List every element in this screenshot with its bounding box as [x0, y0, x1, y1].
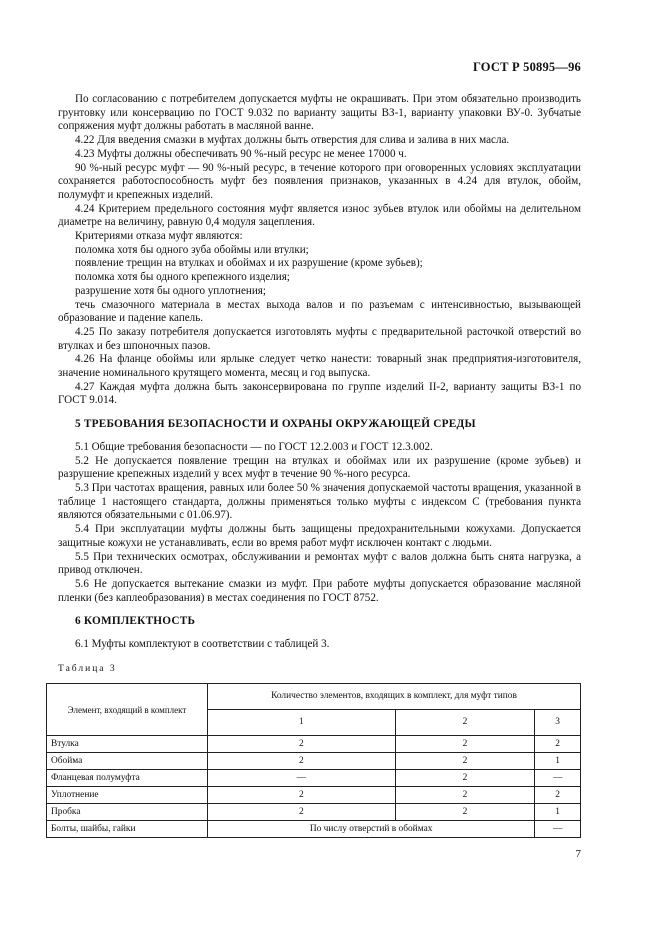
- paragraph-4-27: 4.27 Каждая муфта должна быть законсервирована по группе изделий II-2, варианту защиты ВЗ-1 по ГОСТ 9.014.: [58, 380, 581, 407]
- row-name: Фланцевая полумуфта: [47, 770, 208, 787]
- table-row: [47, 821, 581, 838]
- paragraph-4-23: 4.23 Муфты должны обеспечивать 90 %-ный ресурс не менее 17000 ч.: [75, 147, 407, 160]
- row-name: Болты, шайбы, гайки: [47, 821, 208, 838]
- table-cell: 2: [208, 804, 396, 821]
- table-caption: Таблица 3: [58, 663, 117, 674]
- list-item: появление трещин на втулках и обоймах и их разрушение (кроме зубьев);: [75, 257, 423, 270]
- row-name: Обойма: [47, 753, 208, 770]
- paragraph-4-26: 4.26 На фланце обоймы или ярлыке следует четко нанести: товарный знак предприятия-изготовителя, значение номинального крутящего момента, месяц и год выпуска.: [58, 353, 581, 380]
- header-type-2: 2: [395, 710, 535, 736]
- table-cell: —: [208, 770, 396, 787]
- table-cell: 2: [395, 770, 535, 787]
- section-6-title: 6 КОМПЛЕКТНОСТЬ: [75, 615, 196, 628]
- table-cell: 2: [395, 787, 535, 804]
- paragraph-5-4: 5.4 При эксплуатации муфты должны быть защищены предохранительными кожухами. Допускается защитные кожухи не устанавливать, если во время работ муфт исключен контакт с людьми.: [58, 523, 581, 549]
- table-cell: 2: [395, 804, 535, 821]
- table-cell: 2: [535, 787, 581, 804]
- table-row: [47, 753, 581, 770]
- section-5-body: [58, 441, 581, 605]
- paragraph-4-24: 4.24 Критерием предельного состояния муфт является износ зубьев втулок или обоймы на делительном диаметре на величину, равную 0,4 модуля зацепления.: [58, 202, 581, 229]
- section-6-body: [58, 638, 581, 652]
- header-type-1: 1: [208, 710, 396, 736]
- list-item: течь смазочного материала в местах выхода валов и по разъемам с интенсивностью, вызывающей образование и падение капель.: [58, 298, 581, 325]
- list-item: поломка хотя бы одного крепежного изделия;: [75, 271, 290, 284]
- table-row: [47, 770, 581, 787]
- header-type-3: 3: [535, 710, 581, 736]
- section-4-continuation: [58, 93, 581, 408]
- paragraph-5-6: 5.6 Не допускается вытекание смазки из муфт. При работе муфты допускается образование масляной пленки (без каплеобразования) в местах соединения по ГОСТ 8752.: [58, 577, 581, 604]
- page-number: 7: [575, 848, 581, 860]
- header-quantity: Количество элементов, входящих в комплект, для муфт типов: [208, 684, 581, 710]
- table-cell: 2: [208, 736, 396, 753]
- page-content: [51, 93, 581, 838]
- row-name: Втулка: [47, 736, 208, 753]
- completeness-table: [46, 683, 581, 838]
- paragraph-6-1: 6.1 Муфты комплектуют в соответствии с таблицей 3.: [75, 638, 330, 651]
- paragraph: По согласованию с потребителем допускается муфты не окрашивать. При этом обязательно производить грунтовку или консервацию по ГОСТ 9.032 по варианту защиты ВЗ-1, варианту упаковки ВУ-0. Зубчатые сопряжения муфт должны работать в масляной ванне.: [58, 93, 581, 133]
- paragraph-5-1: 5.1 Общие требования безопасности — по ГОСТ 12.2.003 и ГОСТ 12.3.002.: [75, 440, 433, 453]
- table-cell: 2: [535, 736, 581, 753]
- paragraph-4-25: 4.25 По заказу потребителя допускается изготовлять муфты с предварительной расточкой отверстий во втулках и без шпоночных пазов.: [58, 325, 581, 352]
- table-cell: 2: [395, 736, 535, 753]
- paragraph-5-2: 5.2 Не допускается появление трещин на втулках и обоймах или их разрушение (кроме зубьев) и разрушение крепежных изделий у всех муфт в течение 90 %-ного ресурса.: [58, 454, 581, 481]
- paragraph-4-22: 4.22 Для введения смазки в муфтах должны быть отверстия для слива и залива в них масла.: [75, 134, 510, 147]
- paragraph-5-3: 5.3 При частотах вращения, равных или более 50 % значения допускаемой частоты вращения, указанной в таблице 1 настоящего стандарта, должны применяться только муфты с индексом С (требования пункта являются обязательными с 01.06.97).: [58, 481, 581, 522]
- row-name: Пробка: [47, 804, 208, 821]
- paragraph-resource-definition: 90 %-ный ресурс муфт — 90 %-ный ресурс, в течение которого при оговоренных условиях эксплуатации сохраняется работоспособность муфт без появления признаков, указанных в 4.24 для втулок, обойм, полумуфт и крепежных изделий.: [58, 161, 581, 201]
- paragraph-failure-criteria: Критериями отказа муфт являются:: [75, 230, 243, 243]
- paragraph-5-5: 5.5 При технических осмотрах, обслуживании и ремонтах муфт с валов должна быть снята нагрузка, а привод отключен.: [58, 550, 581, 577]
- document-code: ГОСТ Р 50895—96: [472, 60, 581, 74]
- table-row: [47, 736, 581, 753]
- table-cell: 2: [395, 753, 535, 770]
- header-element: Элемент, входящий в комплект: [47, 684, 208, 736]
- table-cell: 1: [535, 753, 581, 770]
- table-cell: —: [535, 770, 581, 787]
- table-cell: 2: [208, 787, 396, 804]
- table-cell: —: [535, 821, 581, 838]
- table-row: [47, 804, 581, 821]
- table-cell: 2: [208, 753, 396, 770]
- row-name: Уплотнение: [47, 787, 208, 804]
- list-item: разрушение хотя бы одного уплотнения;: [75, 284, 266, 297]
- list-item: поломка хотя бы одного зуба обоймы или втулки;: [75, 243, 309, 256]
- table-cell-merged: По числу отверстий в обоймах: [208, 821, 535, 838]
- section-5-title: 5 ТРЕБОВАНИЯ БЕЗОПАСНОСТИ И ОХРАНЫ ОКРУЖАЮЩЕЙ СРЕДЫ: [75, 418, 476, 431]
- table-cell: 1: [535, 804, 581, 821]
- table-row: [47, 787, 581, 804]
